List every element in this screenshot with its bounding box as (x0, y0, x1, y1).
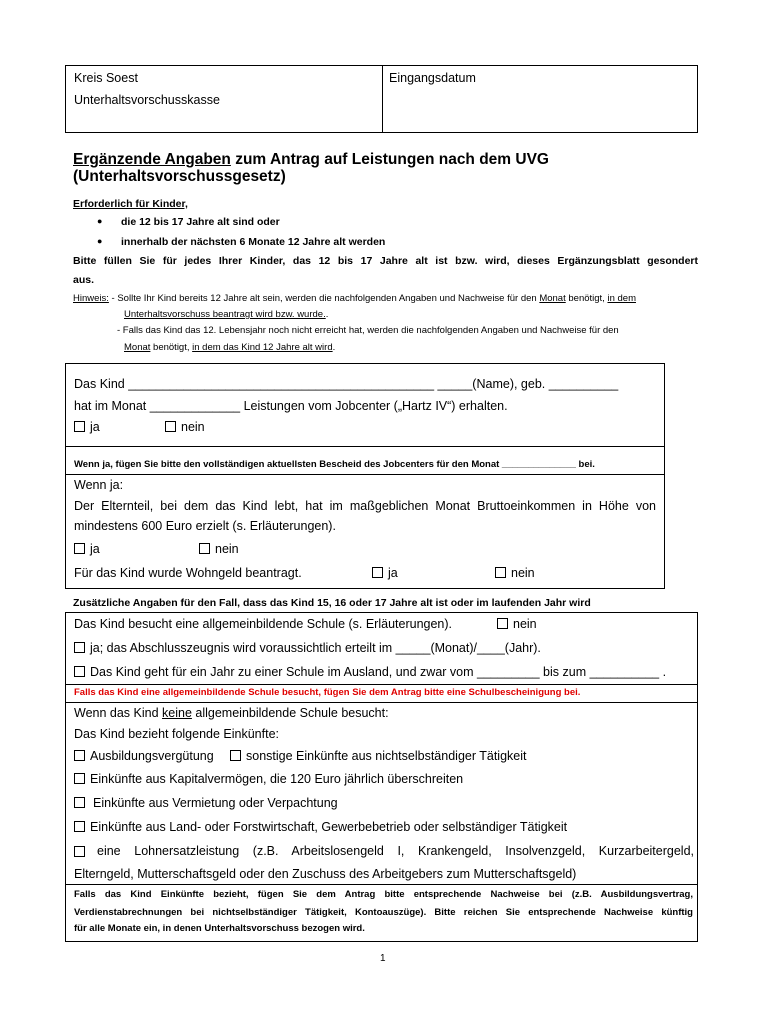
page-number: 1 (380, 953, 386, 964)
school-abroad-label: Das Kind geht für ein Jahr zu einer Schule im Ausland, und zwar vom _________ bis zum __________ . (90, 665, 667, 679)
other-employed-label: sonstige Einkünfte aus nichtselbständiger Tätigkeit (246, 749, 527, 763)
checkbox-icon[interactable] (495, 567, 506, 578)
checkbox-icon[interactable] (497, 618, 508, 629)
capital-income-option[interactable] (74, 771, 463, 787)
replacement-benefit-option[interactable] (74, 843, 694, 859)
no-school-intro (74, 705, 389, 721)
checkbox-icon[interactable] (74, 421, 85, 432)
hint1-underlined: in dem (607, 293, 636, 304)
school-certificate-note: Falls das Kind eine allgemeinbildende Schule besucht, fügen Sie dem Antrag bitte eine Schulbescheinigung bei. (74, 687, 581, 698)
checkbox-icon[interactable] (74, 797, 85, 808)
page-subtitle: (Unterhaltsvorschussgesetz) (73, 168, 286, 185)
school-no-option[interactable] (497, 616, 537, 632)
bullet-item-2: innerhalb der nächsten 6 Monate 12 Jahre alt werden (121, 236, 386, 248)
parent-income-line-1: Der Elternteil, bei dem das Kind lebt, hat im maßgeblichen Monat Bruttoeinkommen in Höhe von (74, 499, 656, 513)
checkbox-icon[interactable] (74, 750, 85, 761)
parent-income-no-label: nein (215, 542, 239, 556)
hint-label: Hinweis: (73, 293, 109, 304)
office-name: Unterhaltsvorschusskasse (74, 93, 220, 107)
other-employed-option[interactable] (230, 748, 527, 764)
school-question: Das Kind besucht eine allgemeinbildende Schule (s. Erläuterungen). (74, 617, 453, 631)
title-rest: zum Antrag auf Leistungen nach dem UVG (230, 151, 549, 168)
housing-benefit-yes[interactable] (372, 565, 398, 581)
school-yes-label: ja; das Abschlusszeugnis wird voraussichtlich erteilt im _____(Monat)/____(Jahr). (90, 641, 541, 655)
evidence-note-line-2: Verdienstabrechnungen bei nichtselbständiger Tätigkeit, Kontoauszüge). Bitte reichen Sie entsprechende Nachweise künftig (74, 907, 693, 918)
rental-income-option[interactable] (74, 795, 338, 811)
jobcenter-yes-label: ja (90, 420, 100, 434)
school-abroad-option[interactable] (74, 664, 666, 680)
checkbox-icon[interactable] (74, 642, 85, 653)
replacement-benefit-line-2: Elterngeld, Mutterschaftsgeld oder den Zuschuss des Arbeitgebers zum Mutterschaftsgeld) (74, 867, 577, 881)
checkbox-icon[interactable] (372, 567, 383, 578)
hint1-text-b: benötigt, (565, 293, 608, 304)
hint2-underlined: in dem das Kind 12 Jahre alt wird (192, 342, 333, 353)
header-divider (382, 65, 383, 133)
hint2-month: Monat (124, 342, 151, 353)
checkbox-icon[interactable] (74, 543, 85, 554)
checkbox-icon[interactable] (230, 750, 241, 761)
training-pay-label: Ausbildungsvergütung (90, 749, 214, 763)
bullet-icon: ● (97, 236, 103, 246)
business-income-label: Einkünfte aus Land- oder Forstwirtschaft, Gewerbebetrieb oder selbständiger Tätigkeit (90, 820, 568, 834)
school-divider (65, 684, 698, 685)
receives-income-label: Das Kind bezieht folgende Einkünfte: (74, 727, 279, 741)
capital-income-label: Einkünfte aus Kapitalvermögen, die 120 Euro jährlich überschreiten (90, 772, 464, 786)
evidence-note-line-1: Falls das Kind Einkünfte bezieht, fügen Sie dem Antrag bitte entsprechende Nachweise bei (z.B. Ausbildungsvertrag, (74, 889, 693, 900)
instruction-line-1: Bitte füllen Sie für jedes Ihrer Kinder, das 12 bis 17 Jahre alt ist bzw. wird, dieses Ergänzungsblatt gesondert (73, 255, 698, 267)
checkbox-icon[interactable] (74, 846, 85, 857)
parent-income-line-2: mindestens 600 Euro erzielt (s. Erläuterungen). (74, 519, 336, 533)
parent-income-no[interactable] (199, 541, 239, 557)
instruction-line-2: aus. (73, 274, 95, 286)
hint1-line2: Unterhaltsvorschuss beantragt wird bzw. wurde. (124, 309, 326, 320)
business-income-option[interactable] (74, 819, 567, 835)
evidence-note-line-3: für alle Monate ein, in denen Unterhaltsvorschuss bezogen wird. (74, 923, 365, 934)
checkbox-icon[interactable] (74, 773, 85, 784)
checkbox-icon[interactable] (199, 543, 210, 554)
checkbox-icon[interactable] (74, 666, 85, 677)
training-pay-option[interactable] (74, 748, 214, 764)
jobcenter-attach-note: Wenn ja, fügen Sie bitte den vollständigen aktuellsten Bescheid des Jobcenters für den Monat ______________ bei. (74, 459, 595, 470)
older-child-heading: Zusätzliche Angaben für den Fall, dass das Kind 15, 16 oder 17 Jahre alt ist oder im laufenden Jahr wird (73, 597, 591, 609)
jobcenter-no-label: nein (181, 420, 205, 434)
child-name-birth-line[interactable]: Das Kind ____________________________________________ _____(Name), geb. __________ (74, 377, 619, 391)
housing-benefit-yes-label: ja (388, 566, 398, 580)
bullet-icon: ● (97, 216, 103, 226)
housing-benefit-label: Für das Kind wurde Wohngeld beantragt. (74, 566, 302, 580)
hint-line-3: - Falls das Kind das 12. Lebensjahr noch nicht erreicht hat, werden die nachfolgenden Angaben und Nachweise für den (117, 325, 619, 336)
rental-income-label: Einkünfte aus Vermietung oder Verpachtung (93, 796, 338, 810)
checkbox-icon[interactable] (74, 821, 85, 832)
school-yes-option[interactable] (74, 640, 541, 656)
hint-line-2 (124, 308, 328, 321)
no-school-intro-a: Wenn das Kind (74, 706, 163, 720)
title-underlined: Ergänzende Angaben (73, 151, 231, 168)
jobcenter-no-option[interactable] (165, 419, 205, 435)
jobcenter-month-line[interactable]: hat im Monat _____________ Leistungen vom Jobcenter („Hartz IV“) erhalten. (74, 399, 508, 413)
hint1-line2-end: . (325, 309, 329, 320)
hint1-text-a: - Sollte Ihr Kind bereits 12 Jahre alt sein, werden die nachfolgenden Angaben und Nachweise für den (111, 293, 540, 304)
required-for-heading: Erforderlich für Kinder, (73, 198, 188, 210)
hint2-mid: benötigt, (150, 342, 193, 353)
if-yes-label: Wenn ja: (74, 478, 124, 492)
parent-income-yes-label: ja (90, 542, 100, 556)
checkbox-icon[interactable] (165, 421, 176, 432)
authority-name: Kreis Soest (74, 71, 138, 85)
housing-benefit-no[interactable] (495, 565, 535, 581)
no-school-intro-b: allgemeinbildende Schule besucht: (191, 706, 389, 720)
hint2-end: . (332, 342, 336, 353)
hint-line-1 (73, 292, 636, 305)
hint1-month: Monat (539, 293, 566, 304)
no-school-intro-underlined: keine (162, 706, 192, 720)
hint-line-4 (124, 341, 335, 354)
bullet-item-1: die 12 bis 17 Jahre alt sind oder (121, 216, 280, 228)
jobcenter-yes-option[interactable] (74, 419, 100, 435)
received-date-field[interactable]: Eingangsdatum (389, 71, 476, 85)
jobcenter-divider (65, 446, 665, 447)
parent-income-yes[interactable] (74, 541, 100, 557)
housing-benefit-no-label: nein (511, 566, 535, 580)
school-no-label: nein (513, 617, 537, 631)
replacement-benefit-label: eine Lohnersatzleistung (z.B. Arbeitslosengeld I, Krankengeld, Insolvenzgeld, Kurzarbeitergeld, (97, 844, 694, 858)
